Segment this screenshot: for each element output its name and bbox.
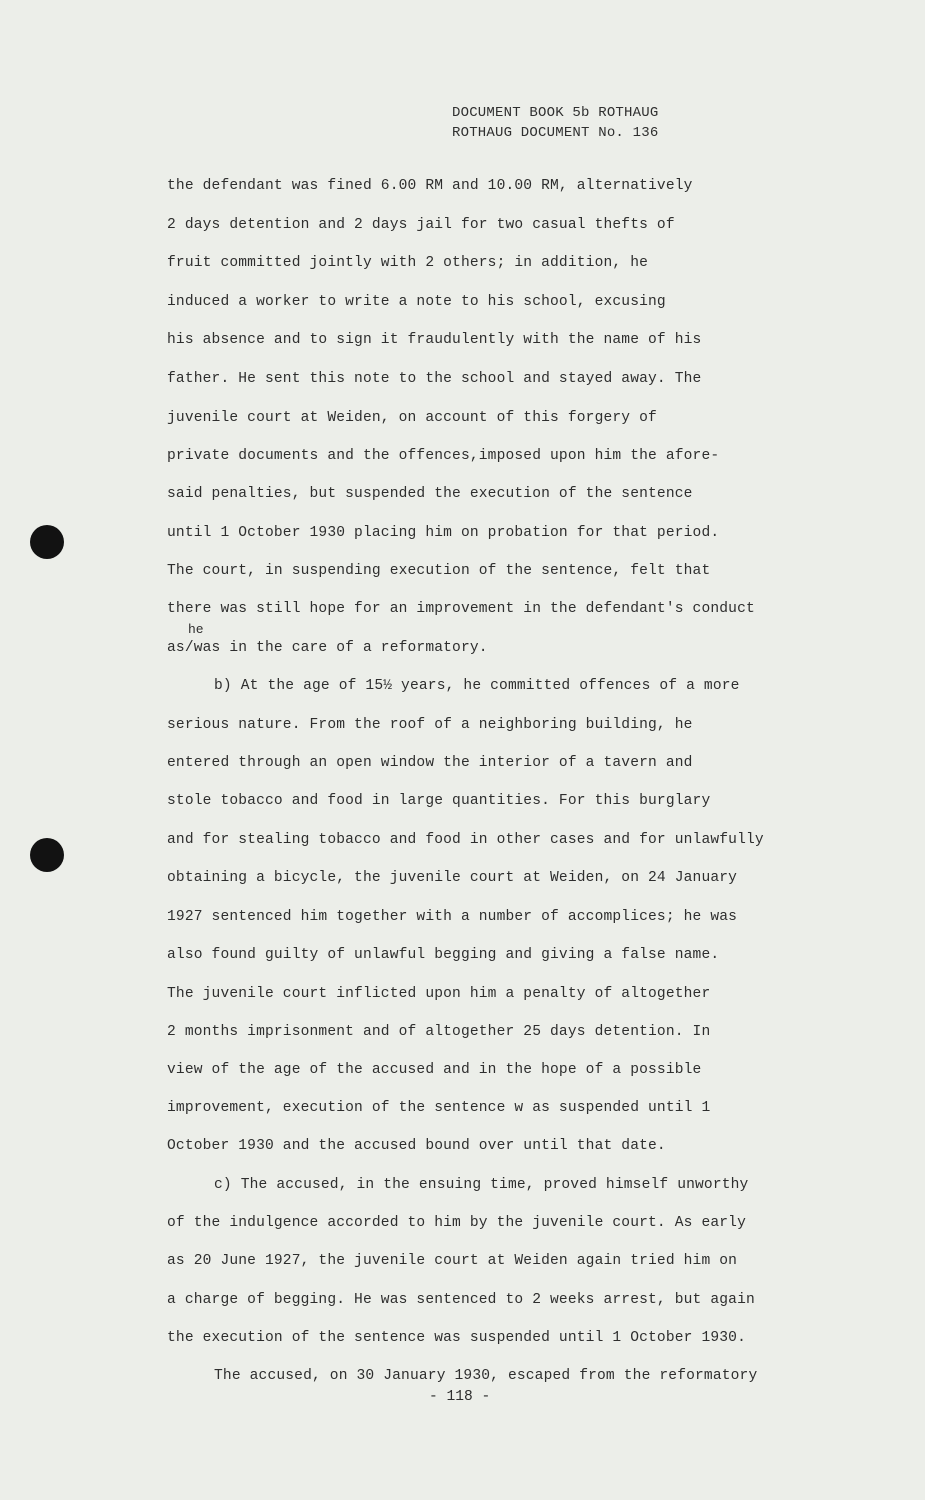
- body-line: 2 days detention and 2 days jail for two casual thefts of: [167, 217, 675, 233]
- punch-hole-top: [30, 525, 64, 559]
- body-line: October 1930 and the accused bound over until that date.: [167, 1138, 666, 1154]
- paragraph-d-start: The accused, on 30 January 1930, escaped from the reformatory: [214, 1368, 758, 1384]
- body-line: 2 months imprisonment and of altogether 25 days detention. In: [167, 1024, 711, 1040]
- body-line: said penalties, but suspended the execution of the sentence: [167, 486, 693, 502]
- body-line: a charge of begging. He was sentenced to 2 weeks arrest, but again: [167, 1292, 755, 1308]
- body-line: improvement, execution of the sentence w as suspended until 1: [167, 1100, 711, 1116]
- body-line: father. He sent this note to the school and stayed away. The: [167, 371, 702, 387]
- body-line: also found guilty of unlawful begging and giving a false name.: [167, 947, 720, 963]
- punch-hole-bottom: [30, 838, 64, 872]
- body-line: entered through an open window the interior of a tavern and: [167, 755, 693, 771]
- body-line: the defendant was fined 6.00 RM and 10.00 RM, alternatively: [167, 178, 693, 194]
- header-line-1: DOCUMENT BOOK 5b ROTHAUG: [452, 105, 659, 121]
- body-line: until 1 October 1930 placing him on probation for that period.: [167, 525, 720, 541]
- body-line: 1927 sentenced him together with a number of accomplices; he was: [167, 909, 738, 925]
- body-line: induced a worker to write a note to his school, excusing: [167, 294, 666, 310]
- body-line: fruit committed jointly with 2 others; in addition, he: [167, 255, 649, 271]
- body-line: private documents and the offences,imposed upon him the afore-: [167, 448, 720, 464]
- body-line: stole tobacco and food in large quantities. For this burglary: [167, 793, 711, 809]
- body-line: there was still hope for an improvement in the defendant's conduct: [167, 601, 755, 617]
- body-line: view of the age of the accused and in the hope of a possible: [167, 1062, 702, 1078]
- body-line: the execution of the sentence was suspended until 1 October 1930.: [167, 1330, 746, 1346]
- body-line: as 20 June 1927, the juvenile court at Weiden again tried him on: [167, 1253, 738, 1269]
- body-line: serious nature. From the roof of a neighboring building, he: [167, 717, 693, 733]
- header-line-2: ROTHAUG DOCUMENT No. 136: [452, 125, 659, 141]
- body-line: his absence and to sign it fraudulently with the name of his: [167, 332, 702, 348]
- page-number: - 118 -: [429, 1389, 491, 1405]
- body-line: and for stealing tobacco and food in other cases and for unlawfully: [167, 832, 764, 848]
- paragraph-c-start: c) The accused, in the ensuing time, proved himself unworthy: [214, 1177, 749, 1193]
- body-line: obtaining a bicycle, the juvenile court at Weiden, on 24 January: [167, 870, 738, 886]
- interlinear-insertion: he: [188, 622, 204, 637]
- body-line: The juvenile court inflicted upon him a penalty of altogether: [167, 986, 711, 1002]
- paragraph-b-start: b) At the age of 15½ years, he committed offences of a more: [214, 678, 740, 694]
- document-header: [452, 103, 658, 143]
- body-line: of the indulgence accorded to him by the juvenile court. As early: [167, 1215, 746, 1231]
- body-line: The court, in suspending execution of the sentence, felt that: [167, 563, 711, 579]
- body-line: as/was in the care of a reformatory.: [167, 640, 488, 656]
- body-line: juvenile court at Weiden, on account of this forgery of: [167, 410, 657, 426]
